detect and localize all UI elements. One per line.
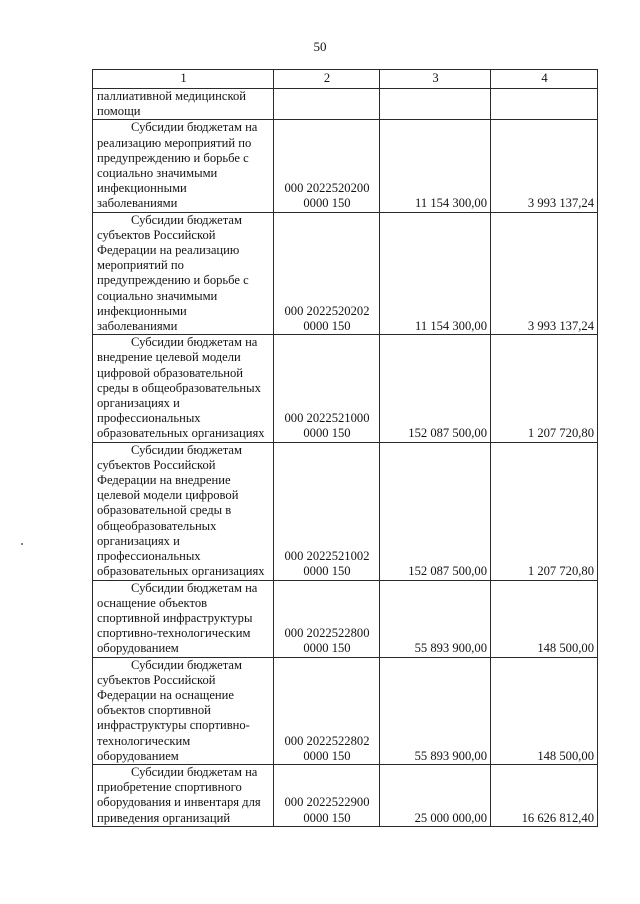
row-code-line-2: 0000 150 bbox=[303, 564, 351, 579]
column-header-1: 1 bbox=[93, 70, 274, 89]
row-code-line-2: 0000 150 bbox=[303, 641, 351, 656]
table-row bbox=[93, 89, 598, 120]
table-row bbox=[93, 580, 598, 657]
row-amount-plan bbox=[380, 89, 491, 120]
row-code-line-1: 000 2022521002 bbox=[284, 549, 370, 564]
table-row bbox=[93, 657, 598, 764]
row-amount-plan: 55 893 900,00 bbox=[380, 580, 491, 657]
row-name: Субсидии бюджетам субъектов Российской Федерации на внедрение целевой модели цифровой образовательной среды в общеобразовательных организациях и профессиональных образовательных организациях bbox=[97, 442, 265, 579]
row-code-line-1: 000 2022520200 bbox=[284, 181, 370, 196]
column-header-3: 3 bbox=[380, 70, 491, 89]
table-row bbox=[93, 335, 598, 442]
row-name-cell bbox=[93, 89, 274, 120]
row-code-line-2: 0000 150 bbox=[303, 748, 351, 763]
row-name-cell bbox=[93, 442, 274, 580]
table-header-row bbox=[93, 70, 598, 89]
row-amount-exec: 1 207 720,80 bbox=[491, 335, 598, 442]
row-name-cell bbox=[93, 335, 274, 442]
table-row bbox=[93, 764, 598, 826]
row-name-cell bbox=[93, 764, 274, 826]
row-code-line-2: 0000 150 bbox=[303, 426, 351, 441]
row-amount-plan: 152 087 500,00 bbox=[380, 335, 491, 442]
row-code-cell bbox=[274, 212, 380, 335]
row-amount-exec: 3 993 137,24 bbox=[491, 212, 598, 335]
row-code-cell bbox=[274, 764, 380, 826]
row-code-line-1: 000 2022522900 bbox=[284, 795, 370, 810]
row-code-cell bbox=[274, 657, 380, 764]
table-row bbox=[93, 212, 598, 335]
row-amount-exec: 3 993 137,24 bbox=[491, 120, 598, 212]
row-code-line-1: 000 2022520202 bbox=[284, 303, 370, 318]
row-name: Субсидии бюджетам субъектов Российской Федерации на реализацию мероприятий по предупреждению и борьбе с социально значимыми инфекционными заболеваниями bbox=[97, 212, 249, 334]
row-amount-plan: 152 087 500,00 bbox=[380, 442, 491, 580]
row-name-cell bbox=[93, 212, 274, 335]
row-name-cell bbox=[93, 580, 274, 657]
table-row bbox=[93, 442, 598, 580]
row-amount-plan: 11 154 300,00 bbox=[380, 120, 491, 212]
row-name: Субсидии бюджетам на внедрение целевой модели цифровой образовательной среды в общеобразовательных организациях и профессиональных образовательных организациях bbox=[97, 335, 265, 441]
row-code-line-1: 000 2022522800 bbox=[284, 626, 370, 641]
column-header-4: 4 bbox=[491, 70, 598, 89]
row-code-cell bbox=[274, 89, 380, 120]
row-amount-plan: 25 000 000,00 bbox=[380, 764, 491, 826]
row-amount-exec: 148 500,00 bbox=[491, 657, 598, 764]
row-name: паллиативной медицинской помощи bbox=[97, 89, 246, 119]
row-code-cell bbox=[274, 442, 380, 580]
row-code-line-1: 000 2022522802 bbox=[284, 733, 370, 748]
row-name-cell bbox=[93, 120, 274, 212]
row-name: Субсидии бюджетам на реализацию мероприятий по предупреждению и борьбе с социально значимыми инфекционными заболеваниями bbox=[97, 120, 258, 211]
row-amount-exec bbox=[491, 89, 598, 120]
row-code-line-2: 0000 150 bbox=[303, 810, 351, 825]
row-code-cell bbox=[274, 120, 380, 212]
row-code-line-2: 0000 150 bbox=[303, 319, 351, 334]
row-amount-plan: 11 154 300,00 bbox=[380, 212, 491, 335]
row-amount-exec: 16 626 812,40 bbox=[491, 764, 598, 826]
row-code-line-1: 000 2022521000 bbox=[284, 411, 370, 426]
table-row bbox=[93, 120, 598, 212]
row-amount-exec: 148 500,00 bbox=[491, 580, 598, 657]
row-code-line-2: 0000 150 bbox=[303, 196, 351, 211]
row-amount-exec: 1 207 720,80 bbox=[491, 442, 598, 580]
table-body bbox=[93, 89, 598, 827]
row-name: Субсидии бюджетам на приобретение спортивного оборудования и инвентаря для приведения организаций bbox=[97, 764, 261, 825]
row-name-cell bbox=[93, 657, 274, 764]
row-code-cell bbox=[274, 580, 380, 657]
scan-artifact bbox=[21, 543, 23, 545]
row-code-cell bbox=[274, 335, 380, 442]
page-number: 50 bbox=[313, 39, 327, 54]
budget-table bbox=[92, 69, 598, 827]
column-header-2: 2 bbox=[274, 70, 380, 89]
row-name: Субсидии бюджетам на оснащение объектов спортивной инфраструктуры спортивно-технологическим оборудованием bbox=[97, 580, 258, 656]
row-amount-plan: 55 893 900,00 bbox=[380, 657, 491, 764]
row-name: Субсидии бюджетам субъектов Российской Федерации на оснащение объектов спортивной инфраструктуры спортивно-технологическим оборудованием bbox=[97, 657, 250, 763]
